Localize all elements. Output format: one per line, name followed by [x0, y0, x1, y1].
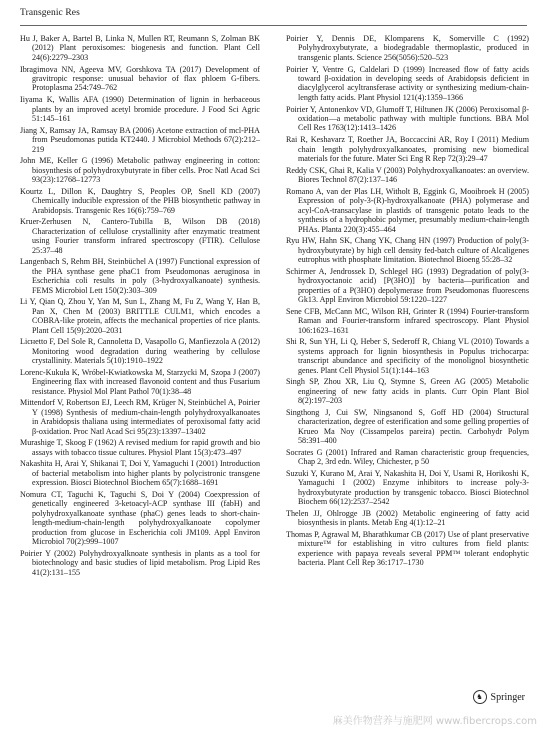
reference-entry: Singh SP, Zhou XR, Liu Q, Stymne S, Green AG (2005) Metabolic engineering of new fatty acids in plants. Curr Opin Plant Biol 8(2):197–203	[286, 377, 529, 406]
reference-entry: John ME, Keller G (1996) Metabolic pathway engineering in cotton: biosynthesis of polyhydroxybutyrate in fiber cells. Proc Natl Acad Sci 93(23):12768–12773	[20, 156, 260, 185]
publisher-logo	[473, 690, 525, 704]
reference-entry: Shi R, Sun YH, Li Q, Heber S, Sederoff R, Chiang VL (2010) Towards a systems approach for lignin biosynthesis in Populus trichocarpa: transcript abundance and specificity of the monolignol biosynthetic genes. Plant Cell Physiol 51(1):144–163	[286, 337, 529, 375]
reference-entry: Romano A, van der Plas LH, Witholt B, Eggink G, Mooibroek H (2005) Expression of poly-3-(R)-hydroxyalkanoate (PHA) polymerase and acyl-CoA-transacylase in plastids of transgenic potato leads to the synthesis of a hydrophobic polymer, presumably medium-chain-length PHAs. Planta 220(3):455–464	[286, 186, 529, 234]
reference-entry: Nomura CT, Taguchi K, Taguchi S, Doi Y (2004) Coexpression of genetically engineered 3-ketoacyl-ACP synthase III (fabH) and polyhydroxyalkanoate synthase (phaC) genes leads to short-chain-length-medium-chain-length polyhydroxyalkanoate copolymer production from glucose in Escherichia coli JM109. Appl Environ Microbiol 70(2):999–1007	[20, 490, 260, 547]
reference-entry: Singthong J, Cui SW, Ningsanond S, Goff HD (2004) Structural characterization, degree of esterification and some gelling properties of Krueo Ma Noy (Cissampelos pareira) pectin. Carbohydr Polym 58:391–400	[286, 407, 529, 446]
reference-entry: Langenbach S, Rehm BH, Steinbüchel A (1997) Functional expression of the PHA synthase gene phaC1 from Pseudomonas aeruginosa in Escherichia coli results in poly (3-hydroxyalkanoate) synthesis. FEMS Microbiol Lett 150(2):303–309	[20, 257, 260, 295]
springer-horse-icon: ♞	[473, 690, 487, 704]
reference-entry: Poirier Y (2002) Polyhydroxyalknoate synthesis in plants as a tool for biotechnology and basic studies of lipid metabolism. Prog Lipid Res 41(2):131–155	[20, 548, 260, 577]
reference-entry: Poirier Y, Antonenkov VD, Glumoff T, Hiltunen JK (2006) Peroxisomal β-oxidation—a metabolic pathway with multiple functions. BBA Mol Cell Res 1763(12):1413–1426	[286, 104, 529, 133]
watermark: 麻美作物营养与施肥网 www.fibercrops.com	[332, 716, 537, 727]
reference-entry: Li Y, Qian Q, Zhou Y, Yan M, Sun L, Zhang M, Fu Z, Wang Y, Han B, Pan X, Chen M (2003) BRITTLE CULM1, which encodes a COBRA-like protein, affects the mechanical properties of rice plants. Plant Cell 15(9):2020–2031	[20, 297, 260, 335]
reference-entry: Iiyama K, Wallis AFA (1990) Determination of lignin in herbaceous plants by an improved acetyl bromide procedure. J Food Sci Agric 51:145–161	[20, 95, 260, 123]
reference-entry: Murashige T, Skoog F (1962) A revised medium for rapid growth and bio assays with tobacco tissue cultures. Physiol Plant 15(3):473–497	[20, 438, 260, 457]
reference-entry: Reddy CSK, Ghai R, Kalia V (2003) Polyhydroxyalkanoates: an overview. Biores Technol 87(2):137–146	[286, 165, 529, 185]
reference-entry: Ibragimova NN, Ageeva MV, Gorshkova TA (2017) Development of gravitropic response: unusual behavior of flax phloem G-fibers. Protoplasma 254:749–762	[20, 64, 260, 93]
reference-entry: Schirmer A, Jendrossek D, Schlegel HG (1993) Degradation of poly(3-hydroxyoctanoic acid) [P(3HO)] by bacteria—purification and properties of a P(3HO) depolymerase from Pseudomonas fluorescens Gk13. Appl Environ Microbiol 59:1220–1227	[286, 266, 529, 305]
publisher-name: Springer	[490, 691, 525, 703]
reference-entry: Jiang X, Ramsay JA, Ramsay BA (2006) Acetone extraction of mcl-PHA from Pseudomonas putida KT2440. J Microbiol Methods 67(2):212–219	[20, 125, 260, 154]
reference-entry: Ryu HW, Hahn SK, Chang YK, Chang HN (1997) Production of poly(3-hydroxybutyrate) by high cell density fed-batch culture of Alcaligenes eutrophus with phosphate limitation. Biotechnol Bioeng 55:28–32	[286, 236, 529, 265]
references-left-column	[20, 34, 260, 579]
reference-entry: Liснetto F, Del Sole R, Cannoletta D, Vasapollo G, Manfiezzola A (2012) Monitoring wood degradation during weathering by cellulose crystallinity. Materials 5(10):1910–1922	[20, 337, 260, 366]
reference-entry: Poirier Y, Dennis DE, Klomparens K, Somerville C (1992) Polyhydroxybutyrate, a biodegradable thermoplastic, produced in transgenic plants. Science 256(5056):520–523	[286, 34, 529, 62]
reference-entry: Thomas P, Agrawal M, Bharathkumar CB (2017) Use of plant preservative mixture™ for establishing in vitro cultures from field plants: experience with papaya reveals several PPM™ tolerant endophytic bacteria. Plant Cell Rep 36:1717–1730	[286, 530, 529, 568]
running-header	[20, 8, 527, 18]
reference-entry: Suzuki Y, Kurano M, Arai Y, Nakashita H, Doi Y, Usami R, Horikoshi K, Yamaguchi I (2002) Enzyme inhibitors to increase poly-3-hydroxybutyrate production by transgenic tobacco. Biosci Biotechnol Biochem 66(12):2537–2542	[286, 468, 529, 507]
reference-entry: Mittendorf V, Robertson EJ, Leech RM, Krüger N, Steinbüchel A, Poirier Y (1998) Synthesis of medium-chain-length polyhydroxyalkanoates in Arabidopsis thaliana using intermediates of peroxisomal fatty acid β-oxidation. Proc Natl Acad Sci 95(23):13397–13402	[20, 398, 260, 436]
reference-entry: Poirier Y, Ventre G, Caldelari D (1999) Increased flow of fatty acids toward β-oxidation in developing seeds of Arabidopsis deficient in diacylglycerol acyltransferase activity or synthesizing medium-chain-length fatty acids. Plant Physiol 121(4):1359–1366	[286, 64, 529, 102]
reference-entry: Sene CFB, McCann MC, Wilson RH, Grinter R (1994) Fourier-transform Raman and Fourier-transform infrared spectroscopy. Plant Physiol 106:1623–1631	[286, 306, 529, 335]
references-right-column	[286, 34, 529, 570]
reference-entry: Lorenc-Kukuła K, Wróbel-Kwiatkowska M, Starzycki M, Szopa J (2007) Engineering flax with increased flavonoid content and thus Fusarium resistance. Physiol Mol Plant Pathol 70(1):38–48	[20, 367, 260, 396]
reference-entry: Hu J, Baker A, Bartel B, Linka N, Mullen RT, Reumann S, Zolman BK (2012) Plant peroxisomes: biogenesis and function. Plant Cell 24(6):2279–2303	[20, 34, 260, 62]
header-rule	[20, 25, 527, 26]
running-title: Transgenic Res	[20, 8, 80, 18]
reference-entry: Thelen JJ, Ohlrogge JB (2002) Metabolic engineering of fatty acid biosynthesis in plants. Metab Eng 4(1):12–21	[286, 508, 529, 528]
reference-entry: Nakashita H, Arai Y, Shikanai T, Doi Y, Yamaguchi I (2001) Introduction of bacterial metabolism into higher plants by polycistronic transgene expression. Biosci Biotechnol Biochem 65(7):1688–1691	[20, 459, 260, 488]
reference-entry: Rai R, Keshavarz T, Roether JA, Boccaccini AR, Roy I (2011) Medium chain length polyhydroxyalkanoates, promising new biomedical materials for the future. Mater Sci Eng R Rep 72(3):29–47	[286, 135, 529, 163]
reference-entry: Kruer-Zerhusen N, Cantero-Tubilla B, Wilson DB (2018) Characterization of cellulose crystallinity after enzymatic treatment using Fourier transform infrared spectroscopy (FTIR). Cellulose 25:37–48	[20, 217, 260, 255]
reference-entry: Kourtz L, Dillon K, Daughtry S, Peoples OP, Snell KD (2007) Chemically inducible expression of the PHB biosynthetic pathway in Arabidopsis. Transgenic Res 16(6):759–769	[20, 186, 260, 215]
reference-entry: Socrates G (2001) Infrared and Raman characteristic group frequencies, Chap 2, 3rd edn. Wiley, Chichester, p 50	[286, 447, 529, 467]
